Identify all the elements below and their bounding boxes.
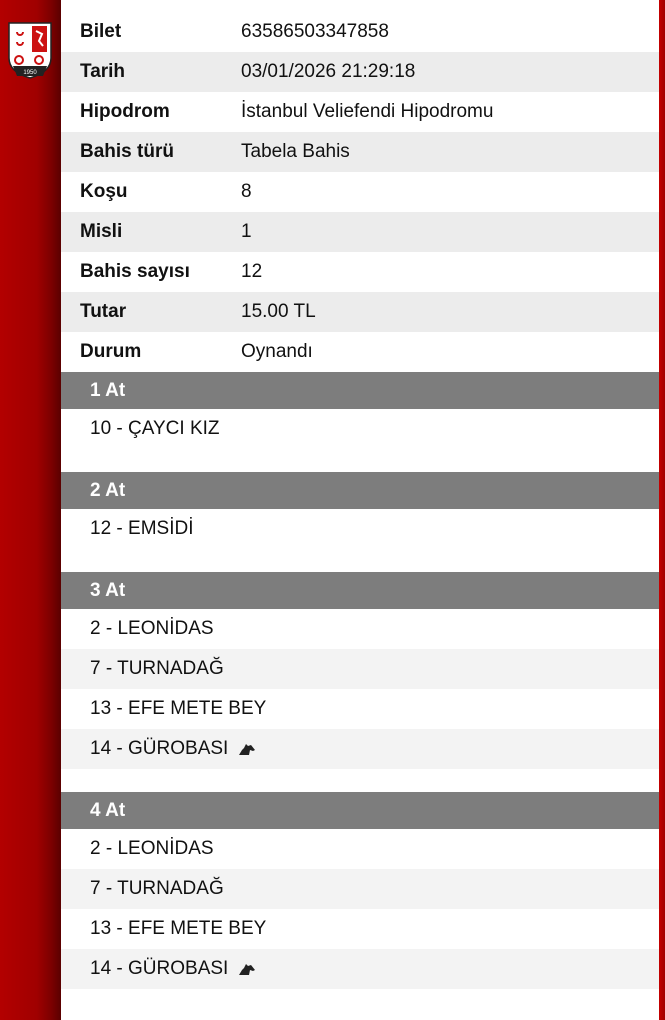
ticket-info-key: Koşu	[80, 181, 128, 202]
horse-label: 13 - EFE METE BEY	[90, 698, 267, 719]
ticket-info-key: Hipodrom	[80, 101, 170, 122]
ticket-info-value: İstanbul Veliefendi Hipodromu	[241, 101, 494, 122]
ticket-info-row	[61, 332, 659, 372]
left-sidebar	[0, 0, 61, 1020]
section-header: 3 At	[61, 572, 659, 609]
ticket-info-key: Misli	[80, 221, 123, 242]
horse-head-icon	[238, 962, 256, 976]
ticket-info-value: Oynandı	[241, 341, 313, 362]
ticket-info-key: Tutar	[80, 301, 127, 322]
horse-row	[61, 949, 659, 989]
ticket-info-row	[61, 172, 659, 212]
logo-year: 1950	[23, 70, 37, 76]
horse-label: 2 - LEONİDAS	[90, 618, 214, 639]
section-spacer	[61, 989, 659, 1012]
ticket-details	[61, 0, 659, 1020]
ticket-info-row	[61, 92, 659, 132]
ticket-info-value: 63586503347858	[241, 21, 389, 42]
ticket-info-row	[61, 292, 659, 332]
horse-label: 10 - ÇAYCI KIZ	[90, 418, 220, 439]
right-edge	[659, 0, 665, 1020]
horse-label: 12 - EMSİDİ	[90, 518, 194, 539]
section-header: 2 At	[61, 472, 659, 509]
horse-label: 14 - GÜROBASI	[90, 958, 229, 979]
ticket-info-row	[61, 52, 659, 92]
horse-row	[61, 509, 659, 549]
section-spacer	[61, 449, 659, 472]
ticket-info-key: Tarih	[80, 61, 126, 82]
horse-label: 14 - GÜROBASI	[90, 738, 229, 759]
ticket-info-value: 12	[241, 261, 263, 282]
ticket-info-key: Durum	[80, 341, 142, 362]
ticket-info-key: Bilet	[80, 21, 122, 42]
section-spacer	[61, 549, 659, 572]
horse-row	[61, 609, 659, 649]
ticket-info-key: Bahis türü	[80, 141, 174, 162]
ticket-info-row	[61, 12, 659, 52]
horse-label: 7 - TURNADAĞ	[90, 658, 224, 679]
horse-row	[61, 689, 659, 729]
horse-head-icon	[238, 742, 256, 756]
ticket-info-row	[61, 252, 659, 292]
section-header: 1 At	[61, 372, 659, 409]
horse-label: 13 - EFE METE BEY	[90, 918, 267, 939]
ticket-info-row	[61, 132, 659, 172]
section-spacer	[61, 769, 659, 792]
horse-row	[61, 909, 659, 949]
horse-label: 7 - TURNADAĞ	[90, 878, 224, 899]
section-header: 4 At	[61, 792, 659, 829]
ticket-info-value: 03/01/2026 21:29:18	[241, 61, 416, 82]
horse-row	[61, 729, 659, 769]
ticket-info-list	[61, 12, 659, 372]
ticket-info-value: 8	[241, 181, 252, 202]
ticket-info-value: Tabela Bahis	[241, 141, 350, 162]
ticket-info-row	[61, 212, 659, 252]
horse-row	[61, 869, 659, 909]
horse-row	[61, 829, 659, 869]
horse-row	[61, 649, 659, 689]
ticket-info-value: 1	[241, 221, 252, 242]
ticket-info-key: Bahis sayısı	[80, 261, 190, 282]
ticket-info-value: 15.00 TL	[241, 301, 316, 322]
horse-sections	[61, 372, 659, 1012]
horse-row	[61, 409, 659, 449]
horse-label: 2 - LEONİDAS	[90, 838, 214, 859]
club-logo-icon[interactable]	[5, 20, 55, 80]
